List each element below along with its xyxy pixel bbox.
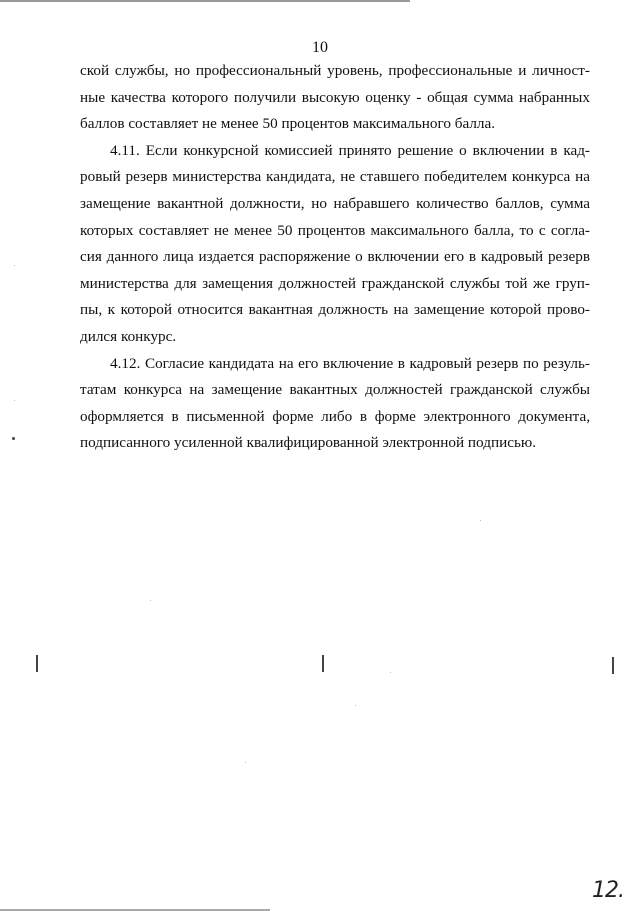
text-line: ные качества которого получили высокую оценку - общая сумма набранных (80, 88, 590, 106)
handwritten-sheet-number: 12. (592, 878, 624, 903)
paragraph-continuation (80, 58, 590, 138)
scan-speck (480, 520, 481, 521)
scan-speck (14, 400, 15, 401)
body-text (80, 58, 590, 457)
text-line: 4.11. Если конкурсной комиссией принято решение о включении в кад- (110, 141, 590, 159)
text-line: министерства для замещения должностей гражданской службы той же груп- (80, 274, 590, 292)
text-line: дился конкурс. (80, 327, 177, 345)
scan-edge-top (0, 0, 410, 2)
paragraph-4-11 (80, 138, 590, 351)
scan-bar-right (612, 657, 614, 674)
text-line: оформляется в письменной форме либо в форме электронного документа, (80, 407, 590, 425)
scan-speck (150, 600, 151, 601)
text-line: татам конкурса на замещение вакантных должностей гражданской службы (80, 381, 590, 399)
text-line: сия данного лица издается распоряжение о включении его в кадровый резерв (80, 248, 590, 266)
text-line: которых составляет не менее 50 процентов максимального балла, то с согла- (80, 221, 590, 239)
page-number: 10 (312, 39, 328, 56)
scan-speck (14, 265, 15, 266)
scan-speck (355, 705, 356, 706)
text-line: баллов составляет не менее 50 процентов максимального балла. (80, 115, 496, 133)
scan-dot (12, 437, 15, 440)
paragraph-4-12 (80, 351, 590, 457)
scan-bar-center (322, 655, 324, 672)
scan-speck (390, 672, 391, 673)
text-line: замещение вакантной должности, но набравшего количество баллов, сумма (80, 194, 590, 212)
text-line: подписанного усиленной квалифицированной электронной подписью. (80, 434, 537, 452)
text-line: ской службы, но профессиональный уровень, профессиональные и личност- (80, 62, 590, 79)
text-line: ровый резерв министерства кандидата, не ставшего победителем конкурса на (80, 168, 590, 186)
scan-speck (245, 762, 246, 763)
text-line: 4.12. Согласие кандидата на его включение в кадровый резерв по резуль- (110, 354, 590, 372)
scan-bar-left (36, 655, 38, 672)
text-line: пы, к которой относится вакантная должность на замещение которой прово- (80, 301, 590, 319)
